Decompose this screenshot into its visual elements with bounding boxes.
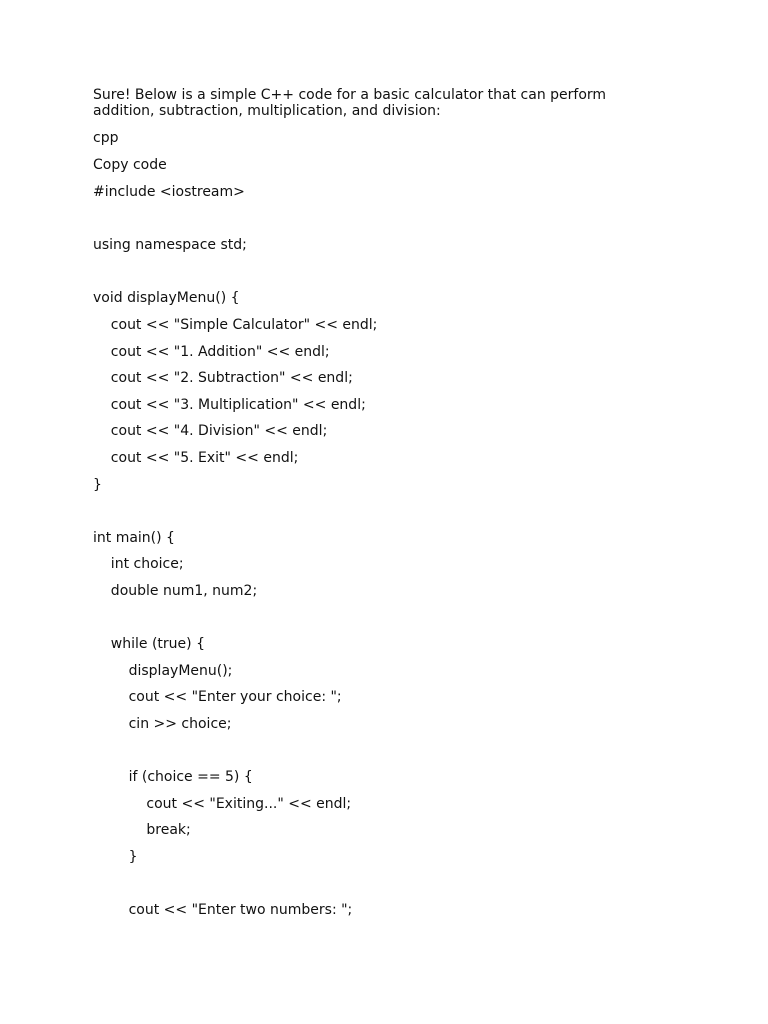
code-line: cout << "Enter two numbers: "; — [93, 902, 353, 919]
code-line — [93, 610, 653, 626]
code-line: if (choice == 5) { — [93, 769, 253, 786]
code-line: int main() { — [93, 529, 175, 546]
code-language-label: cpp — [93, 130, 119, 146]
code-line: displayMenu(); — [93, 662, 233, 679]
code-line: cout << "5. Exit" << endl; — [93, 449, 299, 466]
code-line: cout << "Exiting..." << endl; — [93, 795, 352, 812]
code-line: } — [93, 848, 138, 865]
code-line: cout << "3. Multiplication" << endl; — [93, 396, 366, 413]
document-page — [93, 87, 653, 929]
copy-code-button[interactable]: Copy code — [93, 157, 167, 173]
code-line: while (true) { — [93, 636, 205, 653]
code-line — [93, 503, 653, 519]
code-block — [93, 184, 653, 918]
code-line: void displayMenu() { — [93, 290, 240, 307]
code-line: cout << "Simple Calculator" << endl; — [93, 316, 378, 333]
code-line — [93, 211, 653, 227]
code-line: double num1, num2; — [93, 582, 258, 599]
code-line: int choice; — [93, 556, 184, 573]
code-line: #include <iostream> — [93, 184, 245, 200]
code-line — [93, 742, 653, 758]
code-line: cin >> choice; — [93, 715, 232, 732]
code-line: cout << "2. Subtraction" << endl; — [93, 370, 353, 387]
code-line: cout << "1. Addition" << endl; — [93, 343, 330, 360]
code-line: cout << "Enter your choice: "; — [93, 689, 342, 706]
code-line — [93, 264, 653, 280]
intro-paragraph: Sure! Below is a simple C++ code for a basic calculator that can perform addition, subtraction, multiplication, and division: — [93, 87, 607, 119]
code-line — [93, 875, 653, 891]
code-line: using namespace std; — [93, 237, 247, 254]
code-line: cout << "4. Division" << endl; — [93, 423, 328, 440]
code-line: } — [93, 476, 102, 493]
code-line: break; — [93, 822, 191, 839]
